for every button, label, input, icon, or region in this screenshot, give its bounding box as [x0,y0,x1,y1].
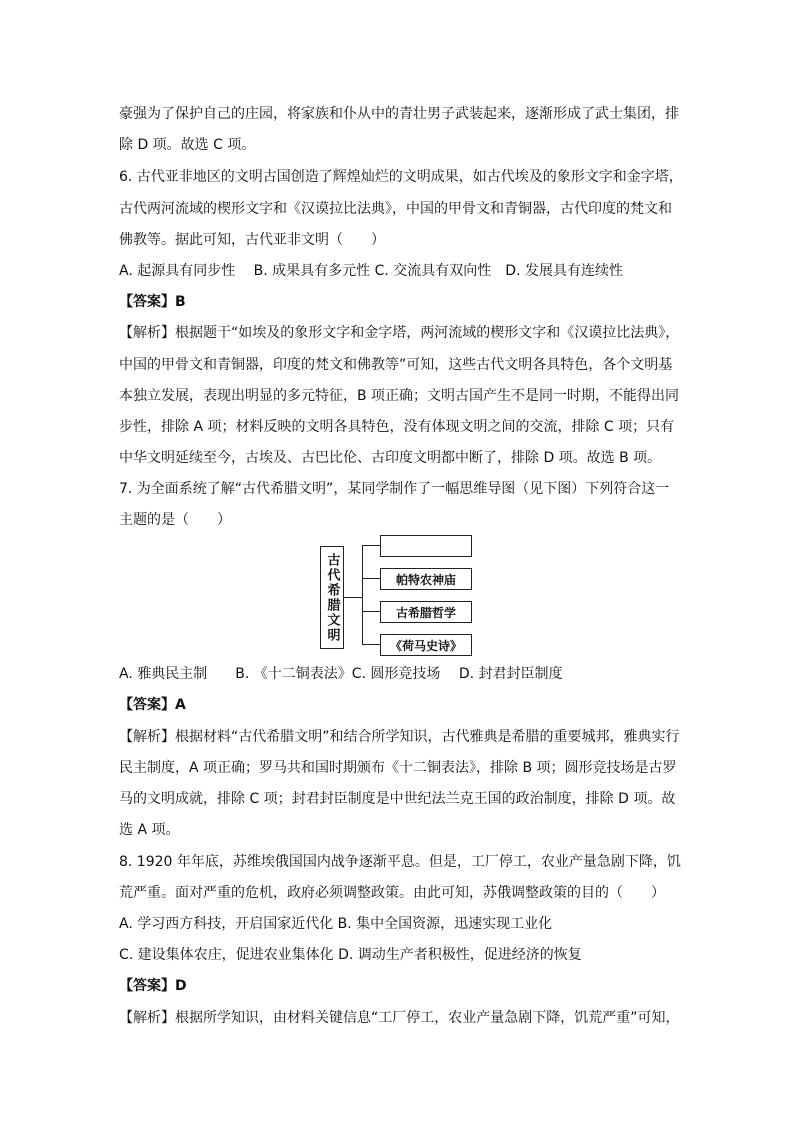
connector [344,597,362,598]
text-line: 除 D 项。故选 C 项。 [119,137,256,153]
options-8: C. 建设集体农庄，促进农业集体化 D. 调动生产者积极性，促进经济的恢复 [119,947,582,963]
question-6: 6. 古代亚非地区的文明古国创造了辉煌灿烂的文明成果，如古代埃及的象形文字和金字塔， [119,169,683,185]
options-8: A. 学习西方科技，开启国家近代化 B. 集中全国资源，迅速实现工业化 [119,916,553,932]
question-8: 8. 1920 年年底，苏维埃俄国国内战争逐渐平息。但是，工厂停工，农业产量急剧下降，饥 [119,854,681,870]
text-line: 荒严重。面对严重的危机，政府必须调整政策。由此可知，苏俄调整政策的目的（ ） [119,885,665,901]
question-7: 7. 为全面系统了解“古代希腊文明”，某同学制作了一幅思维导图（见下图）下列符合这一 [119,481,670,497]
text-line: 中国的甲骨文和青铜器，印度的梵文和佛教等”可知，这些古代文明各具特色，各个文明基 [119,357,673,373]
connector [362,578,380,579]
text-line: 佛教等。据此可知，古代亚非文明（ ） [119,232,385,248]
text-line: 马的文明成就，排除 C 项；封君封臣制度是中世纪法兰克王国的政治制度，排除 D 项。故 [119,791,676,807]
mind-map [320,537,476,657]
text-line: 本独立发展，表现出明显的多元特征，B 项正确；文明古国产生不是同一时期，不能得出同 [119,388,680,404]
text-line: 步性，排除 A 项；材料反映的文明各具特色，没有体现文明之间的交流，排除 C 项；只有 [119,419,675,435]
answer-6: 【答案】B [119,294,186,310]
connector [362,545,380,546]
mind-map-branch: 古希腊哲学 [380,601,472,623]
text-line: 古代两河流域的楔形文字和《汉谟拉比法典》，中国的甲骨文和青铜器，古代印度的梵文和 [119,201,672,217]
mind-map-branch: 帕特农神庙 [380,568,472,590]
mind-map-branch: 《荷马史诗》 [380,634,472,656]
text-line: 豪强为了保护自己的庄园，将家族和仆从中的青壮男子武装起来，逐渐形成了武士集团，排 [119,106,679,122]
analysis-8: 【解析】根据所学知识，由材料关键信息“工厂停工，农业产量急剧下降，饥荒严重”可知， [119,1010,680,1026]
mind-map-branch-blank [380,535,472,557]
answer-7: 【答案】A [119,697,186,713]
mind-map-root: 古代希腊文明 [320,546,344,649]
analysis-7: 【解析】根据材料“古代希腊文明”和结合所学知识，古代雅典是希腊的重要城邦，雅典实行 [119,729,680,745]
options-6: A. 起源具有同步性 B. 成果具有多元性 C. 交流具有双向性 D. 发展具有连续性 [119,263,623,279]
connector [362,611,380,612]
answer-8: 【答案】D [119,978,187,994]
text-line: 主题的是（ ） [119,512,231,528]
connector [362,545,363,644]
analysis-6: 【解析】根据题干“如埃及的象形文字和金字塔，两河流域的楔形文字和《汉谟拉比法典》， [119,325,680,341]
connector [362,644,380,645]
options-7: A. 雅典民主制 B. 《十二铜表法》C. 圆形竞技场 D. 封君封臣制度 [119,666,563,682]
text-line: 选 A 项。 [119,822,180,838]
text-line: 中华文明延续至今，古埃及、古巴比伦、古印度文明都中断了，排除 D 项。故选 B 项。 [119,450,662,466]
text-line: 民主制度，A 项正确；罗马共和国时期颁布《十二铜表法》，排除 B 项；圆形竞技场是古罗 [119,760,677,776]
